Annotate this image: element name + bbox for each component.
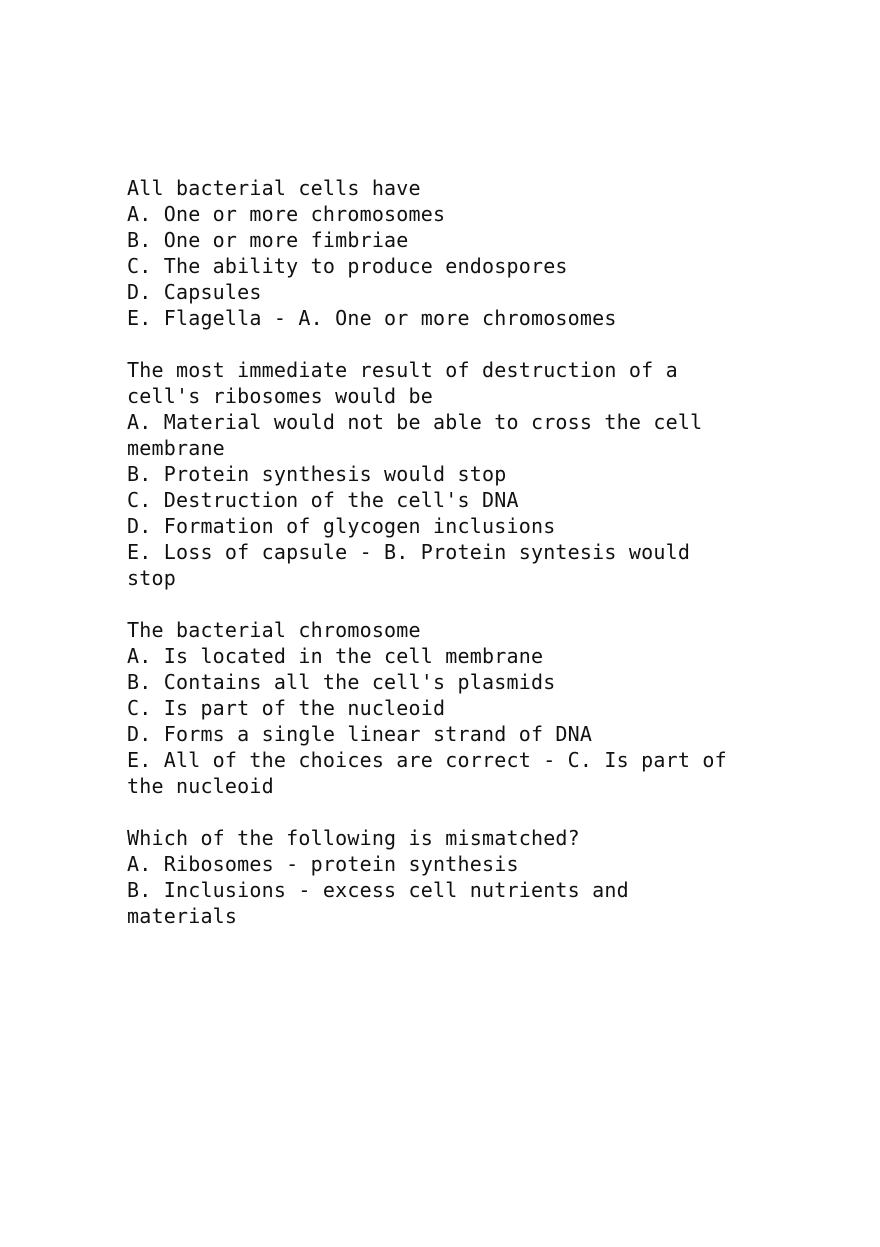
answer-option: D. Forms a single linear strand of DNA <box>127 722 593 746</box>
answer-option: stop <box>127 566 176 590</box>
question-text: The bacterial chromosome <box>127 618 421 642</box>
answer-option: C. The ability to produce endospores <box>127 254 568 278</box>
answer-option: the nucleoid <box>127 774 274 798</box>
answer-option: E. Loss of capsule - B. Protein syntesis would <box>127 540 691 564</box>
answer-option: B. Contains all the cell's plasmids <box>127 670 556 694</box>
document-content <box>127 175 747 955</box>
answer-option: D. Capsules <box>127 280 262 304</box>
answer-option: C. Destruction of the cell's DNA <box>127 488 519 512</box>
answer-option: materials <box>127 904 238 928</box>
question-block-1 <box>127 175 747 331</box>
question-text: cell's ribosomes would be <box>127 384 434 408</box>
question-text: Which of the following is mismatched? <box>127 826 580 850</box>
answer-option: B. Protein synthesis would stop <box>127 462 507 486</box>
answer-option: membrane <box>127 436 225 460</box>
answer-option: A. Is located in the cell membrane <box>127 644 544 668</box>
answer-option: B. Inclusions - excess cell nutrients and <box>127 878 629 902</box>
answer-option: A. One or more chromosomes <box>127 202 446 226</box>
answer-option: A. Material would not be able to cross the cell <box>127 410 703 434</box>
answer-option: B. One or more fimbriae <box>127 228 409 252</box>
question-text: The most immediate result of destruction of a <box>127 358 678 382</box>
answer-option: D. Formation of glycogen inclusions <box>127 514 556 538</box>
question-block-2 <box>127 357 747 591</box>
answer-option: C. Is part of the nucleoid <box>127 696 446 720</box>
answer-option: E. All of the choices are correct - C. Is part of <box>127 748 727 772</box>
answer-option: E. Flagella - A. One or more chromosomes <box>127 306 617 330</box>
answer-option: A. Ribosomes - protein synthesis <box>127 852 519 876</box>
question-block-4 <box>127 825 747 929</box>
question-block-3 <box>127 617 747 799</box>
question-text: All bacterial cells have <box>127 176 421 200</box>
